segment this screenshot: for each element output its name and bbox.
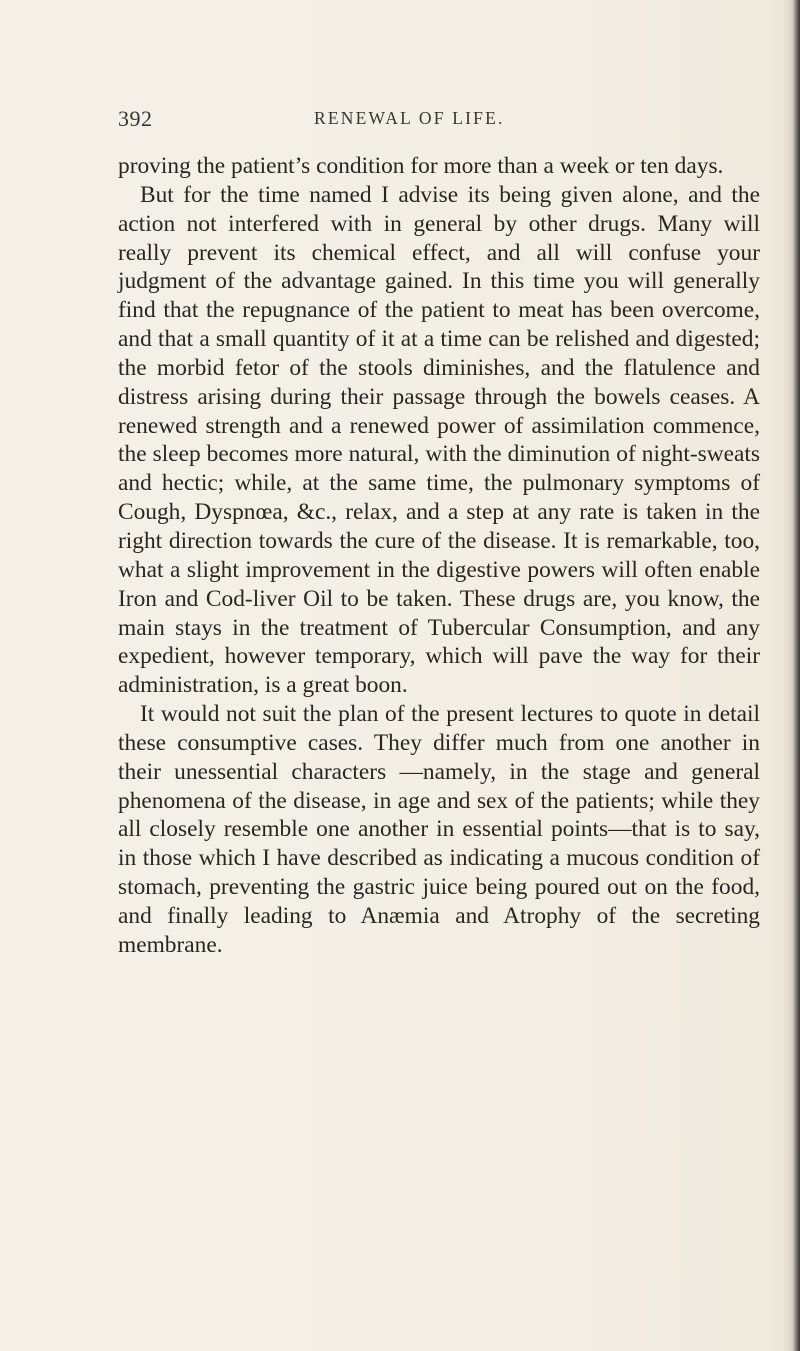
paragraph-continuation: proving the patient’s condition for more than a week or ten days. <box>118 153 724 179</box>
page-header <box>118 106 758 136</box>
running-title: RENEWAL OF LIFE. <box>314 108 505 128</box>
body-text <box>118 152 760 960</box>
page-number: 392 <box>118 106 153 131</box>
page-edge-shadow <box>786 0 800 1351</box>
paragraph: But for the time named I advise its being given alone, and the action not interfered with in general by other drugs. Many will really prevent its chemical effect, and all will confuse your judgment of the advantage gained. In this time you will generally find that the repugnance of the patient to meat has been overcome, and that a small quantity of it at a time can be relished and digested; the morbid fetor of the stools diminishes, and the flatulence and distress arising during their passage through the bowels ceases. A renewed strength and a renewed power of assimilation commence, the sleep becomes more natural, with the diminution of night-sweats and hectic; while, at the same time, the pulmonary symptoms of Cough, Dyspnœa, &c., relax, and a step at any rate is taken in the right direction towards the cure of the disease. It is remarkable, too, what a slight improvement in the digestive powers will often enable Iron and Cod-liver Oil to be taken. These drugs are, you know, the main stays in the treatment of Tubercular Consumption, and any expedient, however temporary, which will pave the way for their administration, is a great boon. <box>118 181 760 699</box>
paragraph: It would not suit the plan of the present lectures to quote in detail these consumptive cases. They differ much from one another in their unessential characters —namely, in the stage and general phenomena of the disease, in age and sex of the patients; while they all closely resemble one another in essential points—that is to say, in those which I have described as indicating a mucous condition of stomach, preventing the gastric juice being poured out on the food, and finally leading to Anæmia and Atrophy of the secreting membrane. <box>118 701 760 958</box>
